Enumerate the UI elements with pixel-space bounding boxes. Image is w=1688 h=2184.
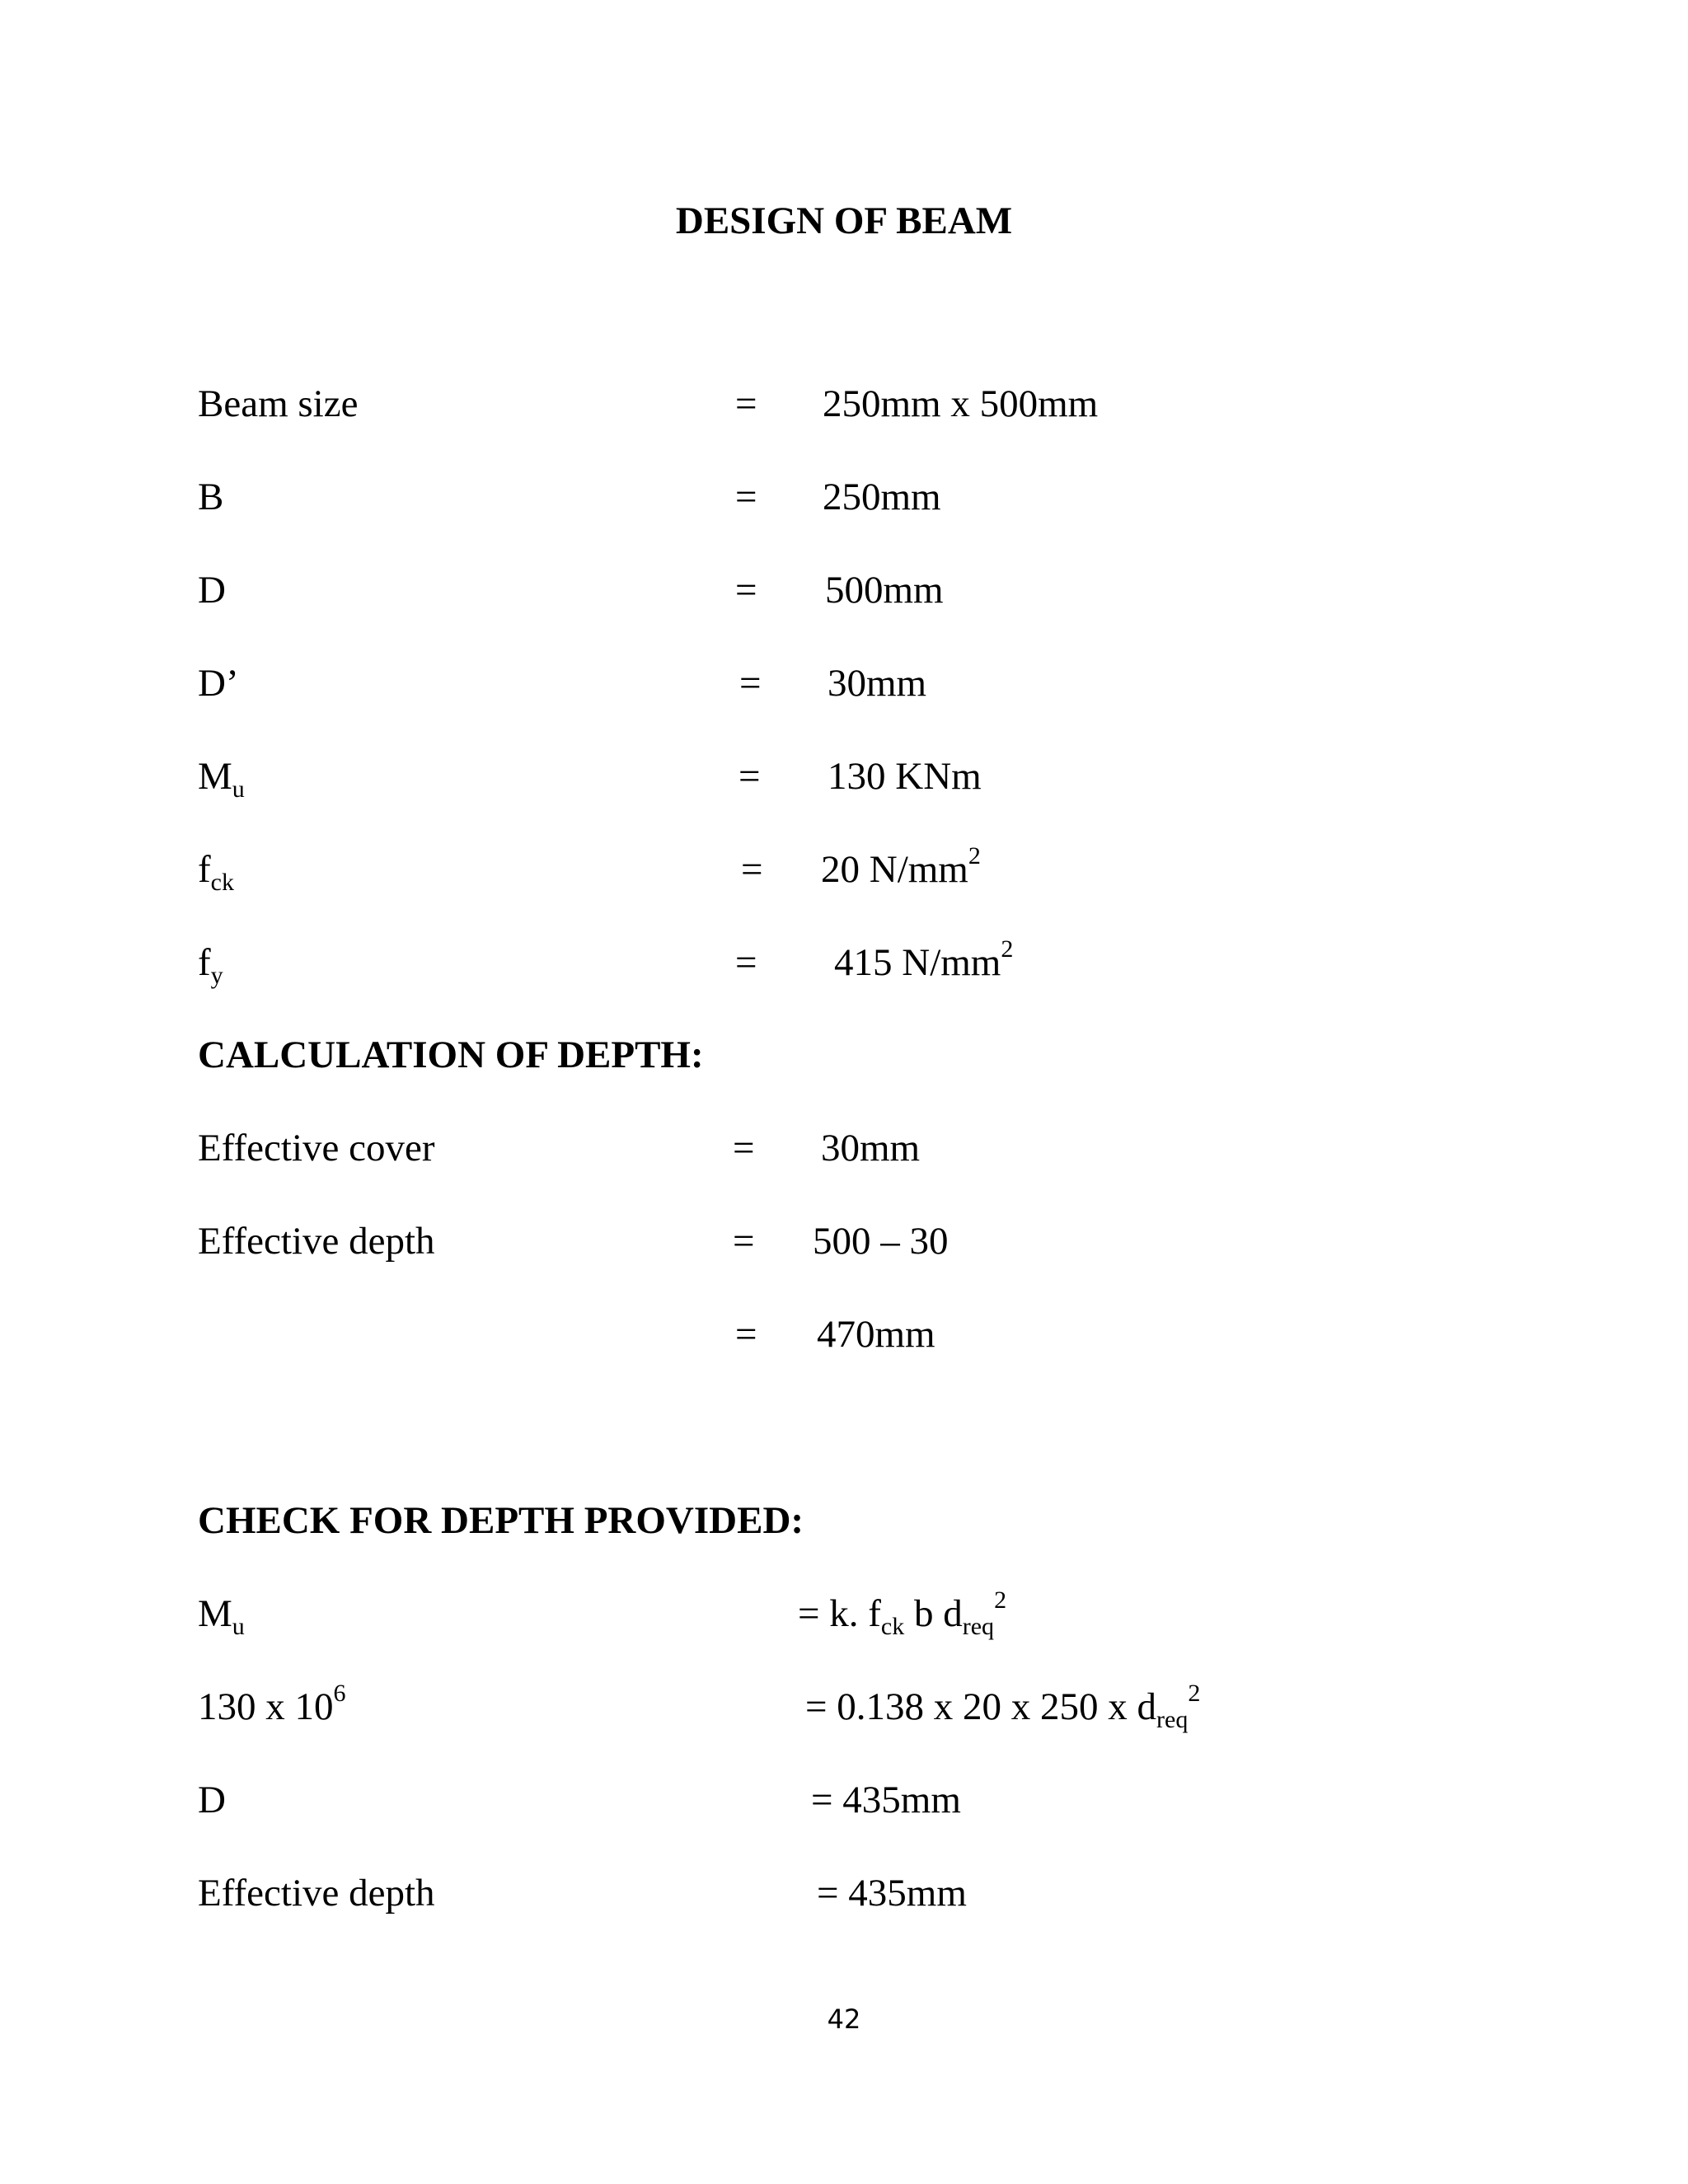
equals-sign: =	[735, 1313, 757, 1356]
label-beam-size: Beam size	[198, 382, 359, 425]
section-heading-check-for-depth: CHECK FOR DEPTH PROVIDED:	[198, 1499, 804, 1542]
page-number: 42	[827, 2004, 861, 2035]
equals-sign: =	[735, 569, 757, 612]
value-d: 500mm	[825, 569, 944, 612]
label-fy: $f_y$	[198, 941, 223, 989]
row-beam-size	[0, 379, 1688, 432]
equals-sign: =	[733, 1220, 755, 1263]
label-effective-depth: Effective depth	[198, 1872, 435, 1915]
value-effective-depth-result: 470mm	[817, 1313, 935, 1356]
row-fy	[0, 935, 1688, 991]
value-mu: 130 KNm	[828, 755, 982, 798]
value-effective-depth-expression: 500 – 30	[813, 1220, 949, 1263]
value-effective-depth-check: = 435mm	[817, 1872, 967, 1915]
formula-substitution: = 0.138 x 20 x 250 x $d_{req}^2$	[805, 1680, 1201, 1733]
row-d-result	[0, 1775, 1688, 1828]
row-d	[0, 565, 1688, 618]
row-mu-formula	[0, 1586, 1688, 1642]
value-beam-size: 250mm x 500mm	[823, 382, 1099, 425]
equals-sign: =	[735, 476, 757, 518]
value-d-result: = 435mm	[811, 1779, 961, 1821]
equals-sign: =	[735, 382, 757, 425]
row-effective-depth-check	[0, 1868, 1688, 1921]
equals-sign: =	[733, 1127, 755, 1169]
row-mu	[0, 752, 1688, 804]
page-title: DESIGN OF BEAM	[675, 199, 1013, 242]
value-fy: 415 $N/mm^2$	[834, 935, 1014, 984]
label-effective-depth: Effective depth	[198, 1220, 435, 1263]
equals-sign: =	[738, 755, 761, 798]
value-d-prime: 30mm	[828, 662, 927, 705]
formula-mu: = k. $f_{ck}$ b $d_{req}^2$	[798, 1586, 1007, 1640]
row-fck	[0, 842, 1688, 898]
row-d-prime	[0, 658, 1688, 711]
section-heading-calculation-of-depth: CALCULATION OF DEPTH:	[198, 1033, 704, 1076]
row-effective-depth-result	[0, 1310, 1688, 1362]
equals-sign: =	[739, 662, 762, 705]
row-numeric-substitution	[0, 1682, 1688, 1735]
label-d: D	[198, 1779, 226, 1821]
label-effective-cover: Effective cover	[198, 1127, 435, 1169]
label-fck: $f_{ck}$	[198, 848, 234, 896]
row-effective-depth	[0, 1216, 1688, 1269]
label-moment-value: 130 x $10^6$	[198, 1680, 346, 1728]
label-b: B	[198, 476, 224, 518]
equals-sign: =	[735, 941, 757, 984]
label-mu: $M_u$	[198, 755, 245, 803]
label-d: D	[198, 569, 226, 612]
value-fck: 20 $N/mm^2$	[821, 842, 981, 891]
label-d-prime: D’	[198, 662, 239, 705]
row-effective-cover	[0, 1123, 1688, 1176]
value-b: 250mm	[823, 476, 941, 518]
row-b	[0, 472, 1688, 525]
label-mu: $M_u$	[198, 1592, 245, 1640]
value-effective-cover: 30mm	[821, 1127, 921, 1169]
equals-sign: =	[741, 848, 763, 891]
